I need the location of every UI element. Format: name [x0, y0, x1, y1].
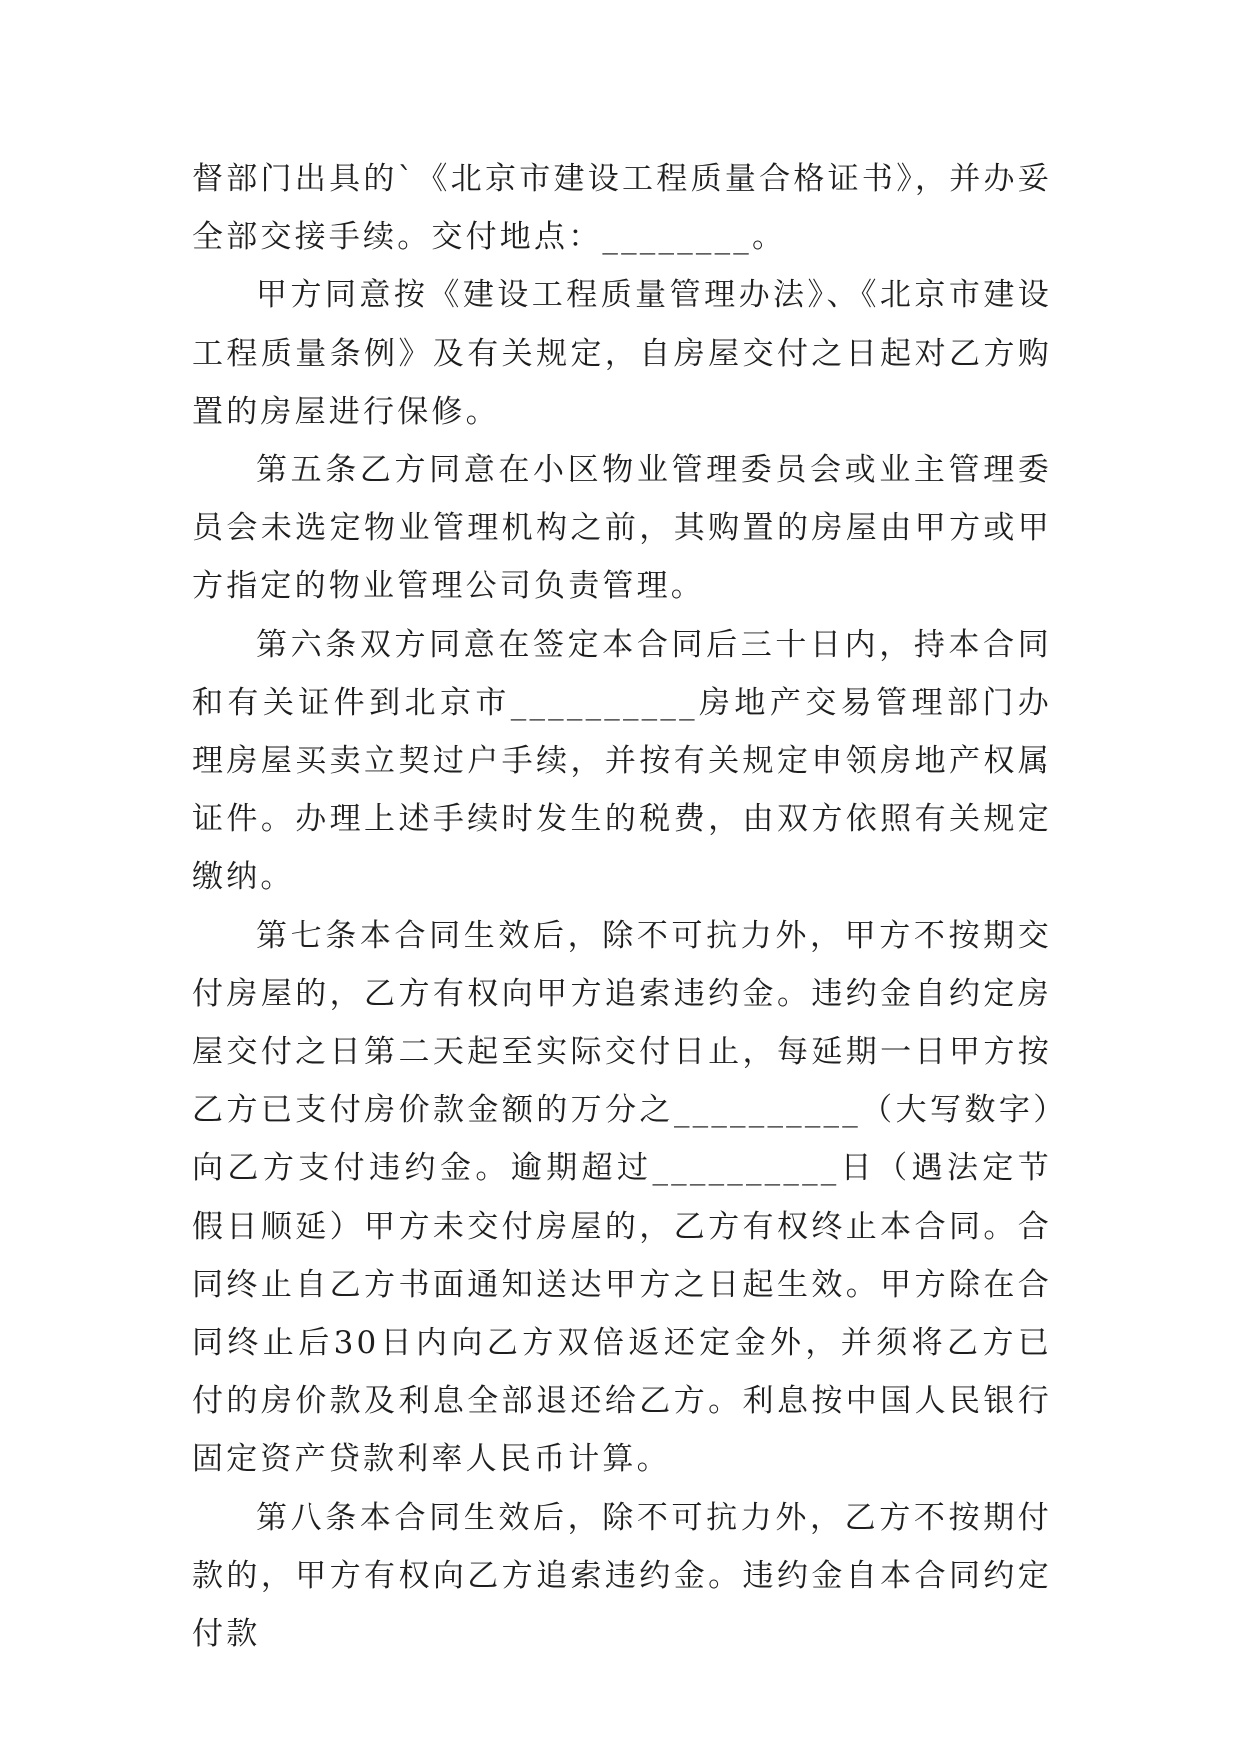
paragraph-article-8: 第八条本合同生效后，除不可抗力外，乙方不按期付款的，甲方有权向乙方追索违约金。违约金自本合同约定付款	[192, 1499, 1052, 1653]
paragraph-delivery-location: 督部门出具的`《北京市建设工程质量合格证书》，并办妥全部交接手续。交付地点：________。	[192, 161, 1052, 256]
paragraph-warranty: 甲方同意按《建设工程质量管理办法》、《北京市建设工程质量条例》及有关规定，自房屋交付之日起对乙方购置的房屋进行保修。	[192, 277, 1052, 430]
document-body	[192, 150, 1052, 1663]
paragraph-article-5: 第五条乙方同意在小区物业管理委员会或业主管理委员会未选定物业管理机构之前，其购置的房屋由甲方或甲方指定的物业管理公司负责管理。	[192, 452, 1052, 605]
paragraph-article-7: 第七条本合同生效后，除不可抗力外，甲方不按期交付房屋的，乙方有权向甲方追索违约金。违约金自约定房屋交付之日第二天起至实际交付日止，每延期一日甲方按乙方已支付房价款金额的万分之__________（大写数字）向乙方支付违约金。逾期超过__________日（遇法定节假日顺延）甲方未交付房屋的，乙方有权终止本合同。合同终止自乙方书面通知送达甲方之日起生效。甲方除在合同终止后30日内向乙方双倍返还定金外，并须将乙方已付的房价款及利息全部退还给乙方。利息按中国人民银行固定资产贷款利率人民币计算。	[192, 917, 1052, 1478]
paragraph-article-6: 第六条双方同意在签定本合同后三十日内，持本合同和有关证件到北京市__________房地产交易管理部门办理房屋买卖立契过户手续，并按有关规定申领房地产权属证件。办理上述手续时发生的税费，由双方依照有关规定缴纳。	[192, 626, 1052, 896]
